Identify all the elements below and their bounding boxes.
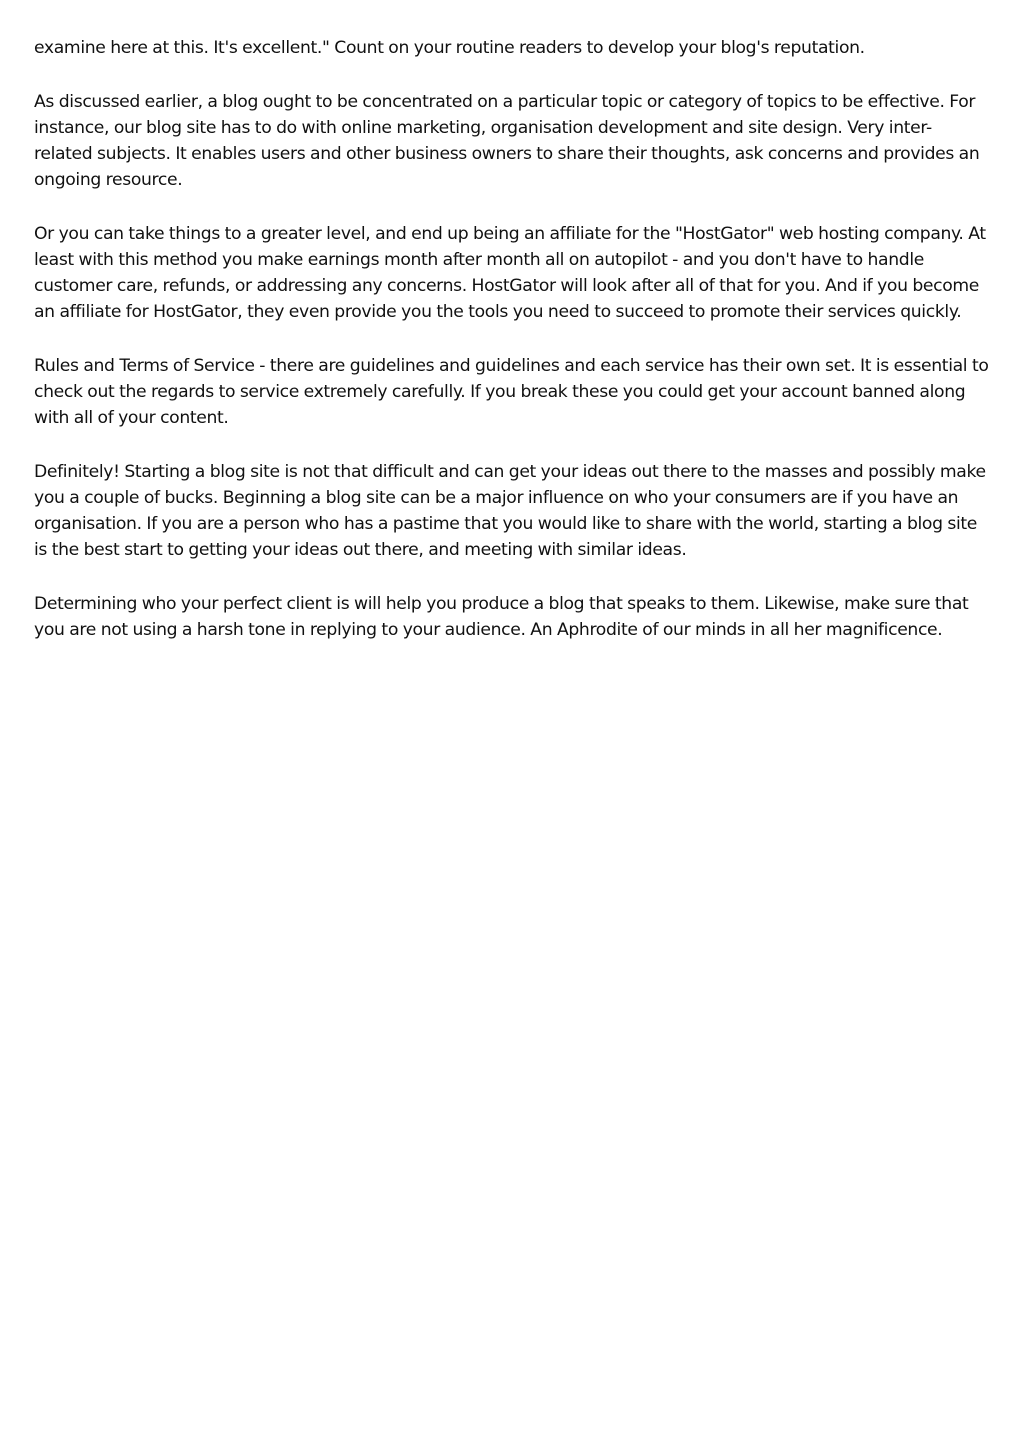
paragraph-3: Or you can take things to a greater level, and end up being an affiliate for the "HostGator" web hosting company. At least with this method you make earnings month after month all on autopilot - and you don't have to handle customer care, refunds, or addressing any concerns. HostGator will look after all of that for you. And if you become an affiliate for HostGator, they even provide you the tools you need to succeed to promote their services quickly. [34, 224, 986, 322]
paragraph-4: Rules and Terms of Service - there are guidelines and guidelines and each service has their own set. It is essential to check out the regards to service extremely carefully. If you break these you could get your account banned along with all of your content. [34, 356, 989, 428]
paragraph-6: Determining who your perfect client is will help you produce a blog that speaks to them. Likewise, make sure that you are not using a harsh tone in replying to your audience. An Aphrodite of our minds in all her magnificence. [34, 594, 969, 640]
paragraph-2: As discussed earlier, a blog ought to be concentrated on a particular topic or category of topics to be effective. For instance, our blog site has to do with online marketing, organisation development and site design. Very inter-related subjects. It enables users and other business owners to share their thoughts, ask concerns and provides an ongoing resource. [34, 92, 980, 190]
document-body [34, 35, 990, 671]
paragraph-5: Definitely! Starting a blog site is not that difficult and can get your ideas out there to the masses and possibly make you a couple of bucks. Beginning a blog site can be a major influence on who your consumers are if you have an organisation. If you are a person who has a pastime that you would like to share with the world, starting a blog site is the best start to getting your ideas out there, and meeting with similar ideas. [34, 462, 986, 560]
paragraph-1: examine here at this. It's excellent." Count on your routine readers to develop your blog's reputation. [34, 38, 865, 58]
